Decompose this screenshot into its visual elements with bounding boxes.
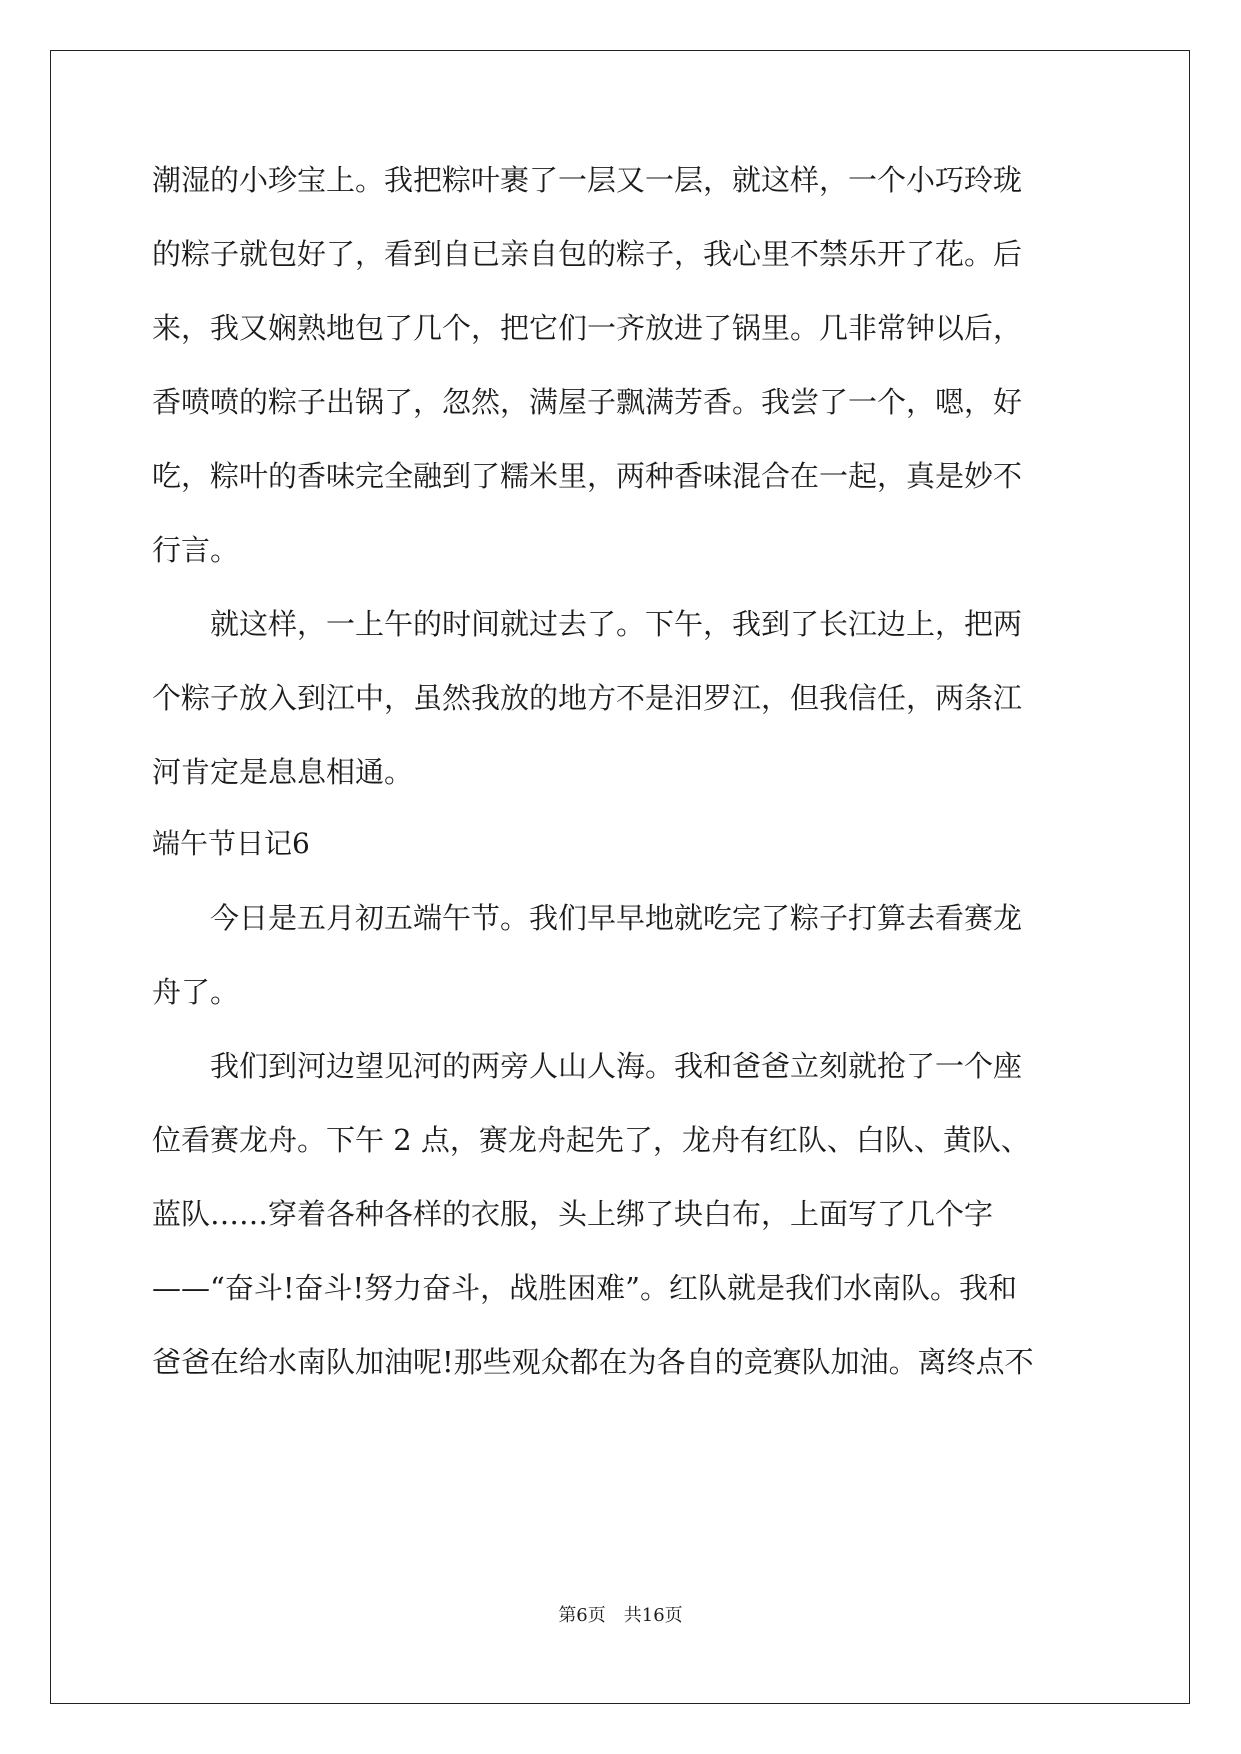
paragraph-line: 吃，粽叶的香味完全融到了糯米里，两种香味混合在一起，真是妙不 bbox=[152, 459, 1023, 493]
paragraph-line: 就这样，一上午的时间就过去了。下午，我到了长江边上，把两 bbox=[152, 607, 1023, 641]
paragraph-line: 的粽子就包好了，看到自已亲自包的粽子，我心里不禁乐开了花。后 bbox=[152, 237, 1023, 271]
paragraph-line: 爸爸在给水南队加油呢!那些观众都在为各自的竞赛队加油。离终点不 bbox=[152, 1345, 1034, 1379]
paragraph-line: 个粽子放入到江中，虽然我放的地方不是汨罗江，但我信任，两条江 bbox=[152, 681, 1023, 715]
paragraph-line: 行言。 bbox=[152, 533, 240, 567]
paragraph-line: 蓝队……穿着各种各样的衣服，头上绑了块白布，上面写了几个字 bbox=[152, 1197, 994, 1231]
paragraph-line: 舟了。 bbox=[152, 975, 240, 1009]
paragraph-line: 香喷喷的粽子出锅了，忽然，满屋子飘满芳香。我尝了一个，嗯，好 bbox=[152, 385, 1023, 419]
section-heading: 端午节日记6 bbox=[152, 827, 310, 860]
paragraph-line: 位看赛龙舟。下午 2 点，赛龙舟起先了，龙舟有红队、白队、黄队、 bbox=[152, 1123, 1030, 1157]
paragraph-line: 河肯定是息息相通。 bbox=[152, 755, 414, 789]
page-footer bbox=[0, 1604, 1241, 1628]
paragraph-line: 今日是五月初五端午节。我们早早地就吃完了粽子打算去看赛龙 bbox=[152, 901, 1023, 935]
page-border bbox=[50, 50, 1190, 1704]
paragraph-line: 来，我又娴熟地包了几个，把它们一齐放进了锅里。几非常钟以后， bbox=[152, 311, 1023, 345]
paragraph-line: 我们到河边望见河的两旁人山人海。我和爸爸立刻就抢了一个座 bbox=[152, 1049, 1023, 1083]
page-total: 共16页 bbox=[623, 1605, 683, 1626]
paragraph-line: ——“奋斗!奋斗!努力奋斗，战胜困难”。红队就是我们水南队。我和 bbox=[152, 1271, 1017, 1305]
page-number: 第6页 bbox=[558, 1605, 606, 1626]
paragraph-line: 潮湿的小珍宝上。我把粽叶裹了一层又一层，就这样，一个小巧玲珑 bbox=[152, 163, 1023, 197]
